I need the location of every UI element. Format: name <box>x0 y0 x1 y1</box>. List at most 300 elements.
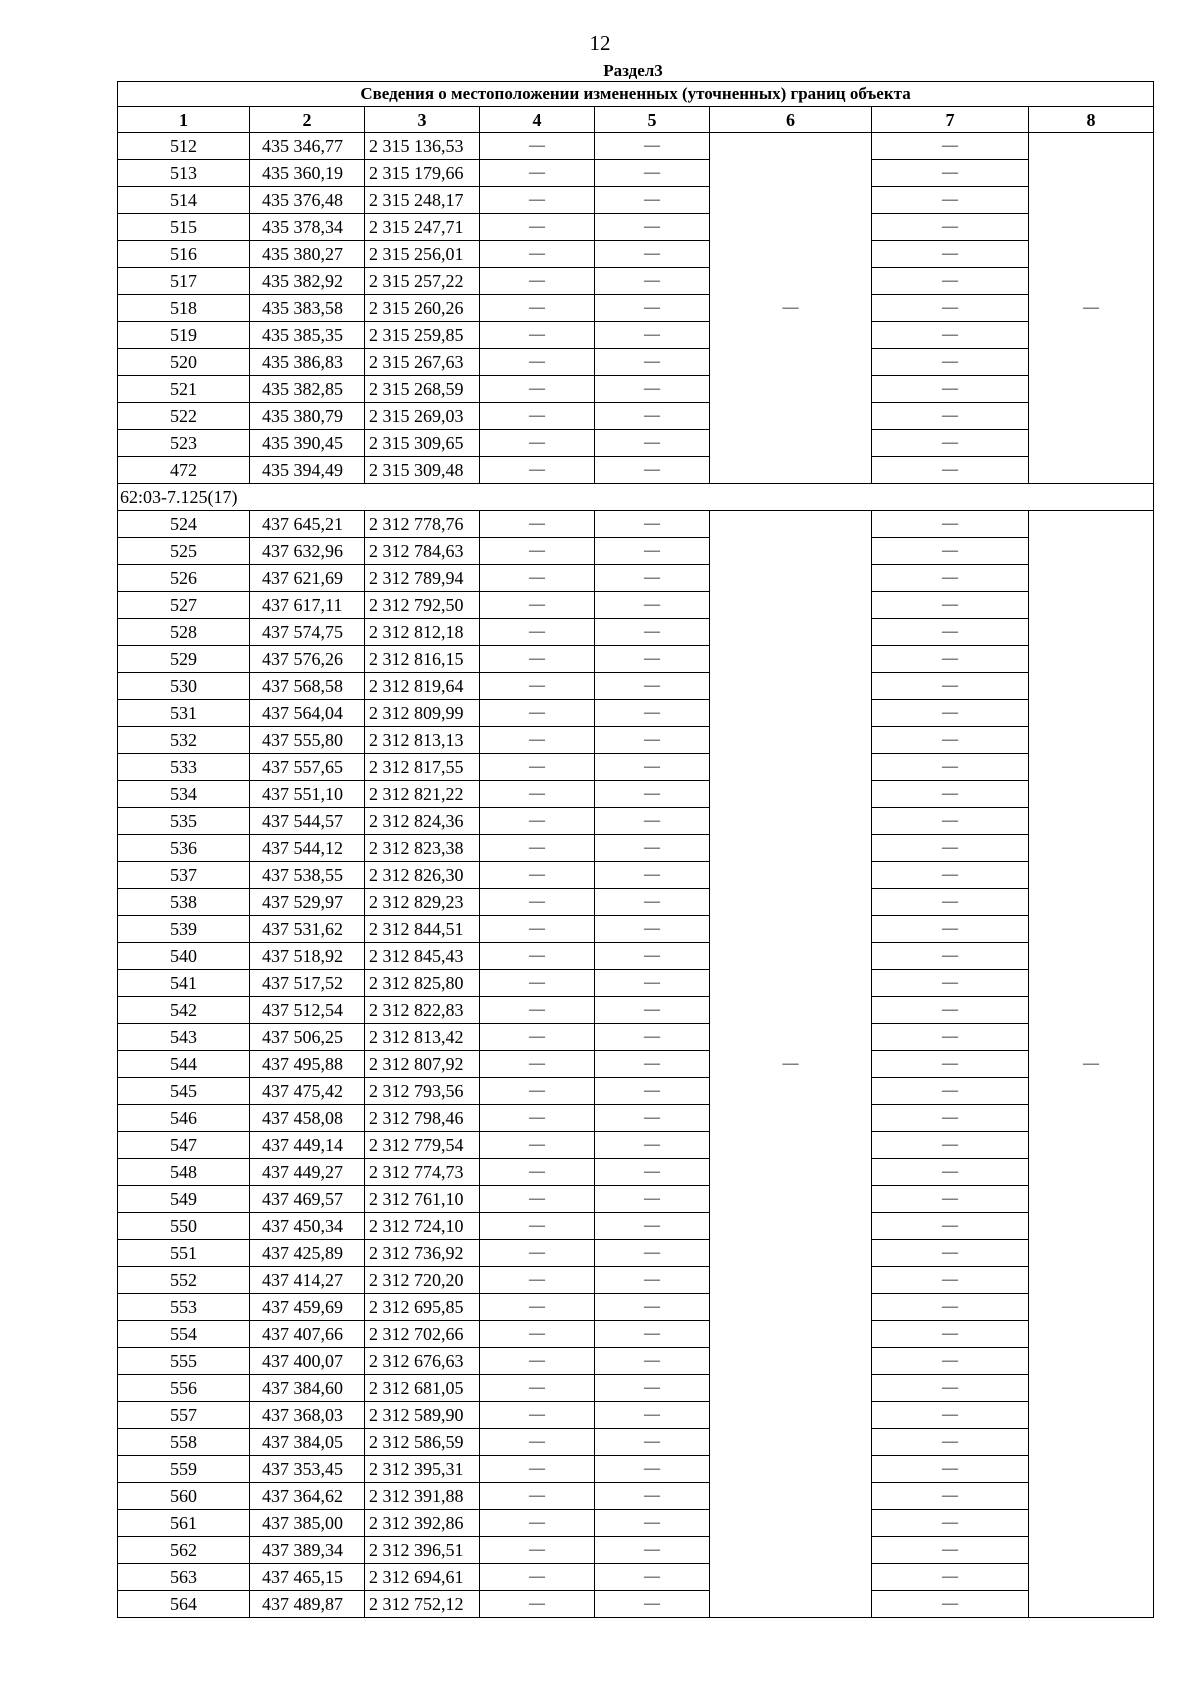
column-4-cell: — <box>480 889 595 916</box>
point-number-cell: 553 <box>118 1294 250 1321</box>
point-number-cell: 547 <box>118 1132 250 1159</box>
table-row <box>118 673 1154 700</box>
column-5-cell: — <box>595 1483 710 1510</box>
x-coordinate-cell: 437 407,66 <box>250 1321 365 1348</box>
point-number-cell: 530 <box>118 673 250 700</box>
column-5-cell: — <box>595 1429 710 1456</box>
column-5-cell: — <box>595 268 710 295</box>
y-coordinate-cell: 2 315 309,48 <box>365 457 480 484</box>
table-row <box>118 592 1154 619</box>
column-4-cell: — <box>480 1267 595 1294</box>
column-header: 7 <box>872 107 1029 133</box>
y-coordinate-cell: 2 312 823,38 <box>365 835 480 862</box>
column-7-cell: — <box>872 646 1029 673</box>
column-7-cell: — <box>872 214 1029 241</box>
table-row <box>118 322 1154 349</box>
column-5-cell: — <box>595 565 710 592</box>
column-4-cell: — <box>480 1051 595 1078</box>
x-coordinate-cell: 437 489,87 <box>250 1591 365 1618</box>
point-number-cell: 517 <box>118 268 250 295</box>
table-row <box>118 1294 1154 1321</box>
y-coordinate-cell: 2 312 752,12 <box>365 1591 480 1618</box>
table-row <box>118 727 1154 754</box>
column-4-cell: — <box>480 241 595 268</box>
table-row <box>118 214 1154 241</box>
column-5-cell: — <box>595 1456 710 1483</box>
column-7-cell: — <box>872 268 1029 295</box>
y-coordinate-cell: 2 312 736,92 <box>365 1240 480 1267</box>
y-coordinate-cell: 2 315 269,03 <box>365 403 480 430</box>
column-4-cell: — <box>480 268 595 295</box>
table-row <box>118 808 1154 835</box>
column-5-cell: — <box>595 619 710 646</box>
column-header: 4 <box>480 107 595 133</box>
column-7-cell: — <box>872 430 1029 457</box>
table-row <box>118 1429 1154 1456</box>
y-coordinate-cell: 2 312 793,56 <box>365 1078 480 1105</box>
point-number-cell: 528 <box>118 619 250 646</box>
x-coordinate-cell: 437 617,11 <box>250 592 365 619</box>
column-4-cell: — <box>480 1186 595 1213</box>
column-5-cell: — <box>595 511 710 538</box>
column-5-cell: — <box>595 916 710 943</box>
column-5-cell: — <box>595 1132 710 1159</box>
x-coordinate-cell: 435 380,27 <box>250 241 365 268</box>
column-5-cell: — <box>595 1348 710 1375</box>
column-7-cell: — <box>872 1186 1029 1213</box>
point-number-cell: 556 <box>118 1375 250 1402</box>
y-coordinate-cell: 2 312 586,59 <box>365 1429 480 1456</box>
point-number-cell: 546 <box>118 1105 250 1132</box>
table-row <box>118 1321 1154 1348</box>
column-header: 5 <box>595 107 710 133</box>
column-5-cell: — <box>595 781 710 808</box>
column-4-cell: — <box>480 619 595 646</box>
x-coordinate-cell: 437 538,55 <box>250 862 365 889</box>
column-7-cell: — <box>872 997 1029 1024</box>
column-7-cell: — <box>872 808 1029 835</box>
table-row <box>118 646 1154 673</box>
point-number-cell: 533 <box>118 754 250 781</box>
x-coordinate-cell: 437 632,96 <box>250 538 365 565</box>
column-4-cell: — <box>480 565 595 592</box>
table-row <box>118 241 1154 268</box>
column-7-cell: — <box>872 1240 1029 1267</box>
y-coordinate-cell: 2 312 813,42 <box>365 1024 480 1051</box>
point-number-cell: 540 <box>118 943 250 970</box>
x-coordinate-cell: 435 383,58 <box>250 295 365 322</box>
y-coordinate-cell: 2 312 694,61 <box>365 1564 480 1591</box>
table-caption-row <box>118 82 1154 107</box>
column-5-cell: — <box>595 1078 710 1105</box>
table-row <box>118 889 1154 916</box>
y-coordinate-cell: 2 315 257,22 <box>365 268 480 295</box>
point-number-cell: 518 <box>118 295 250 322</box>
point-number-cell: 559 <box>118 1456 250 1483</box>
table-row <box>118 781 1154 808</box>
x-coordinate-cell: 435 360,19 <box>250 160 365 187</box>
x-coordinate-cell: 437 574,75 <box>250 619 365 646</box>
table-row <box>118 1132 1154 1159</box>
column-5-cell: — <box>595 187 710 214</box>
x-coordinate-cell: 437 364,62 <box>250 1483 365 1510</box>
point-number-cell: 472 <box>118 457 250 484</box>
column-5-cell: — <box>595 754 710 781</box>
coordinates-table <box>117 81 1154 1618</box>
column-4-cell: — <box>480 322 595 349</box>
column-5-cell: — <box>595 457 710 484</box>
column-5-cell: — <box>595 322 710 349</box>
point-number-cell: 541 <box>118 970 250 997</box>
column-5-cell: — <box>595 538 710 565</box>
column-5-cell: — <box>595 1537 710 1564</box>
table-row <box>118 1105 1154 1132</box>
x-coordinate-cell: 437 557,65 <box>250 754 365 781</box>
y-coordinate-cell: 2 312 807,92 <box>365 1051 480 1078</box>
column-7-cell: — <box>872 1564 1029 1591</box>
column-7-cell: — <box>872 862 1029 889</box>
point-number-cell: 525 <box>118 538 250 565</box>
column-4-cell: — <box>480 943 595 970</box>
table-row <box>118 1564 1154 1591</box>
column-4-cell: — <box>480 1294 595 1321</box>
y-coordinate-cell: 2 312 396,51 <box>365 1537 480 1564</box>
point-number-cell: 515 <box>118 214 250 241</box>
point-number-cell: 519 <box>118 322 250 349</box>
column-7-cell: — <box>872 1591 1029 1618</box>
y-coordinate-cell: 2 312 789,94 <box>365 565 480 592</box>
column-7-cell: — <box>872 1213 1029 1240</box>
table-row <box>118 1267 1154 1294</box>
column-5-cell: — <box>595 943 710 970</box>
table-row <box>118 1537 1154 1564</box>
column-7-cell: — <box>872 1159 1029 1186</box>
x-coordinate-cell: 437 544,57 <box>250 808 365 835</box>
column-7-cell: — <box>872 457 1029 484</box>
x-coordinate-cell: 435 386,83 <box>250 349 365 376</box>
column-5-cell: — <box>595 1402 710 1429</box>
y-coordinate-cell: 2 315 256,01 <box>365 241 480 268</box>
column-4-cell: — <box>480 970 595 997</box>
table-row <box>118 511 1154 538</box>
column-7-cell: — <box>872 592 1029 619</box>
table-row <box>118 457 1154 484</box>
x-coordinate-cell: 437 385,00 <box>250 1510 365 1537</box>
table-row <box>118 160 1154 187</box>
point-number-cell: 537 <box>118 862 250 889</box>
point-number-cell: 557 <box>118 1402 250 1429</box>
x-coordinate-cell: 437 400,07 <box>250 1348 365 1375</box>
column-7-cell: — <box>872 1132 1029 1159</box>
table-row <box>118 1186 1154 1213</box>
point-number-cell: 550 <box>118 1213 250 1240</box>
column-4-cell: — <box>480 1240 595 1267</box>
column-4-cell: — <box>480 160 595 187</box>
column-5-cell: — <box>595 376 710 403</box>
point-number-cell: 516 <box>118 241 250 268</box>
y-coordinate-cell: 2 315 179,66 <box>365 160 480 187</box>
y-coordinate-cell: 2 312 784,63 <box>365 538 480 565</box>
column-7-cell: — <box>872 1537 1029 1564</box>
table-row <box>118 1078 1154 1105</box>
y-coordinate-cell: 2 312 392,86 <box>365 1510 480 1537</box>
table-row <box>118 997 1154 1024</box>
column-5-cell: — <box>595 403 710 430</box>
column-4-cell: — <box>480 646 595 673</box>
column-4-cell: — <box>480 700 595 727</box>
x-coordinate-cell: 437 555,80 <box>250 727 365 754</box>
column-5-cell: — <box>595 835 710 862</box>
x-coordinate-cell: 435 346,77 <box>250 133 365 160</box>
column-7-cell: — <box>872 943 1029 970</box>
table-row <box>118 1456 1154 1483</box>
column-5-cell: — <box>595 214 710 241</box>
column-7-cell: — <box>872 187 1029 214</box>
point-number-cell: 551 <box>118 1240 250 1267</box>
column-7-cell: — <box>872 376 1029 403</box>
column-6-merged-cell: — <box>710 511 872 1618</box>
x-coordinate-cell: 437 518,92 <box>250 943 365 970</box>
column-7-cell: — <box>872 619 1029 646</box>
y-coordinate-cell: 2 312 395,31 <box>365 1456 480 1483</box>
column-5-cell: — <box>595 160 710 187</box>
point-number-cell: 561 <box>118 1510 250 1537</box>
column-5-cell: — <box>595 592 710 619</box>
column-4-cell: — <box>480 187 595 214</box>
column-4-cell: — <box>480 727 595 754</box>
column-7-cell: — <box>872 1105 1029 1132</box>
table-row <box>118 619 1154 646</box>
x-coordinate-cell: 437 564,04 <box>250 700 365 727</box>
table-row <box>118 430 1154 457</box>
point-number-cell: 529 <box>118 646 250 673</box>
column-5-cell: — <box>595 430 710 457</box>
column-5-cell: — <box>595 862 710 889</box>
column-4-cell: — <box>480 1024 595 1051</box>
y-coordinate-cell: 2 312 702,66 <box>365 1321 480 1348</box>
column-7-cell: — <box>872 160 1029 187</box>
table-row <box>118 1591 1154 1618</box>
column-7-cell: — <box>872 295 1029 322</box>
column-5-cell: — <box>595 1240 710 1267</box>
column-7-cell: — <box>872 781 1029 808</box>
y-coordinate-cell: 2 312 824,36 <box>365 808 480 835</box>
column-4-cell: — <box>480 214 595 241</box>
column-7-cell: — <box>872 1456 1029 1483</box>
column-7-cell: — <box>872 727 1029 754</box>
table-row <box>118 538 1154 565</box>
point-number-cell: 548 <box>118 1159 250 1186</box>
y-coordinate-cell: 2 312 589,90 <box>365 1402 480 1429</box>
table-row <box>118 268 1154 295</box>
x-coordinate-cell: 435 394,49 <box>250 457 365 484</box>
point-number-cell: 563 <box>118 1564 250 1591</box>
column-7-cell: — <box>872 511 1029 538</box>
y-coordinate-cell: 2 312 812,18 <box>365 619 480 646</box>
point-number-cell: 558 <box>118 1429 250 1456</box>
y-coordinate-cell: 2 312 681,05 <box>365 1375 480 1402</box>
column-5-cell: — <box>595 133 710 160</box>
x-coordinate-cell: 437 425,89 <box>250 1240 365 1267</box>
column-4-cell: — <box>480 835 595 862</box>
table-row <box>118 403 1154 430</box>
point-number-cell: 564 <box>118 1591 250 1618</box>
column-header: 3 <box>365 107 480 133</box>
table-row <box>118 133 1154 160</box>
column-7-cell: — <box>872 1402 1029 1429</box>
x-coordinate-cell: 435 390,45 <box>250 430 365 457</box>
point-number-cell: 535 <box>118 808 250 835</box>
column-5-cell: — <box>595 349 710 376</box>
point-number-cell: 539 <box>118 916 250 943</box>
column-4-cell: — <box>480 1132 595 1159</box>
table-row <box>118 1510 1154 1537</box>
table-row <box>118 187 1154 214</box>
x-coordinate-cell: 435 382,92 <box>250 268 365 295</box>
y-coordinate-cell: 2 312 816,15 <box>365 646 480 673</box>
page-number: 12 <box>589 31 611 55</box>
table-row <box>118 1024 1154 1051</box>
y-coordinate-cell: 2 312 809,99 <box>365 700 480 727</box>
point-number-cell: 543 <box>118 1024 250 1051</box>
column-5-cell: — <box>595 1213 710 1240</box>
column-4-cell: — <box>480 1348 595 1375</box>
column-5-cell: — <box>595 646 710 673</box>
column-7-cell: — <box>872 1267 1029 1294</box>
y-coordinate-cell: 2 312 761,10 <box>365 1186 480 1213</box>
column-5-cell: — <box>595 1267 710 1294</box>
column-4-cell: — <box>480 538 595 565</box>
x-coordinate-cell: 437 368,03 <box>250 1402 365 1429</box>
y-coordinate-cell: 2 315 309,65 <box>365 430 480 457</box>
x-coordinate-cell: 437 475,42 <box>250 1078 365 1105</box>
x-coordinate-cell: 435 376,48 <box>250 187 365 214</box>
column-4-cell: — <box>480 376 595 403</box>
column-6-merged-cell: — <box>710 133 872 484</box>
table-row <box>118 700 1154 727</box>
point-number-cell: 513 <box>118 160 250 187</box>
column-5-cell: — <box>595 295 710 322</box>
point-number-cell: 532 <box>118 727 250 754</box>
column-7-cell: — <box>872 1024 1029 1051</box>
x-coordinate-cell: 437 621,69 <box>250 565 365 592</box>
x-coordinate-cell: 437 645,21 <box>250 511 365 538</box>
column-5-cell: — <box>595 1321 710 1348</box>
column-4-cell: — <box>480 862 595 889</box>
x-coordinate-cell: 437 449,14 <box>250 1132 365 1159</box>
point-number-cell: 521 <box>118 376 250 403</box>
x-coordinate-cell: 437 544,12 <box>250 835 365 862</box>
y-coordinate-cell: 2 312 822,83 <box>365 997 480 1024</box>
table-row <box>118 1483 1154 1510</box>
column-4-cell: — <box>480 1591 595 1618</box>
column-7-cell: — <box>872 1294 1029 1321</box>
y-coordinate-cell: 2 312 720,20 <box>365 1267 480 1294</box>
column-5-cell: — <box>595 673 710 700</box>
x-coordinate-cell: 435 385,35 <box>250 322 365 349</box>
column-4-cell: — <box>480 430 595 457</box>
point-number-cell: 526 <box>118 565 250 592</box>
y-coordinate-cell: 2 312 695,85 <box>365 1294 480 1321</box>
point-number-cell: 545 <box>118 1078 250 1105</box>
column-5-cell: — <box>595 1510 710 1537</box>
point-number-cell: 514 <box>118 187 250 214</box>
table-row <box>118 1213 1154 1240</box>
table-row <box>118 1402 1154 1429</box>
column-4-cell: — <box>480 1483 595 1510</box>
column-7-cell: — <box>872 1078 1029 1105</box>
column-7-cell: — <box>872 1375 1029 1402</box>
y-coordinate-cell: 2 312 826,30 <box>365 862 480 889</box>
column-7-cell: — <box>872 1429 1029 1456</box>
column-4-cell: — <box>480 295 595 322</box>
x-coordinate-cell: 437 568,58 <box>250 673 365 700</box>
column-7-cell: — <box>872 970 1029 997</box>
x-coordinate-cell: 437 384,60 <box>250 1375 365 1402</box>
point-number-cell: 538 <box>118 889 250 916</box>
table-row <box>118 916 1154 943</box>
column-8-merged-cell: — <box>1029 511 1154 1618</box>
y-coordinate-cell: 2 312 817,55 <box>365 754 480 781</box>
table-row <box>118 376 1154 403</box>
x-coordinate-cell: 437 506,25 <box>250 1024 365 1051</box>
column-7-cell: — <box>872 916 1029 943</box>
column-5-cell: — <box>595 1186 710 1213</box>
column-5-cell: — <box>595 997 710 1024</box>
column-7-cell: — <box>872 322 1029 349</box>
column-5-cell: — <box>595 700 710 727</box>
y-coordinate-cell: 2 315 268,59 <box>365 376 480 403</box>
column-5-cell: — <box>595 1375 710 1402</box>
column-header: 8 <box>1029 107 1154 133</box>
column-8-merged-cell: — <box>1029 133 1154 484</box>
table-row <box>118 1159 1154 1186</box>
y-coordinate-cell: 2 315 259,85 <box>365 322 480 349</box>
table-row <box>118 1348 1154 1375</box>
y-coordinate-cell: 2 312 798,46 <box>365 1105 480 1132</box>
column-4-cell: — <box>480 457 595 484</box>
group-header-row <box>118 484 1154 511</box>
table-caption: Сведения о местоположении измененных (уточненных) границ объекта <box>118 82 1154 107</box>
x-coordinate-cell: 437 449,27 <box>250 1159 365 1186</box>
point-number-cell: 524 <box>118 511 250 538</box>
section-title: Раздел3 <box>603 61 663 80</box>
column-7-cell: — <box>872 403 1029 430</box>
column-7-cell: — <box>872 700 1029 727</box>
y-coordinate-cell: 2 312 845,43 <box>365 943 480 970</box>
point-number-cell: 544 <box>118 1051 250 1078</box>
column-4-cell: — <box>480 1456 595 1483</box>
column-4-cell: — <box>480 673 595 700</box>
table-row <box>118 970 1154 997</box>
column-5-cell: — <box>595 1105 710 1132</box>
point-number-cell: 560 <box>118 1483 250 1510</box>
x-coordinate-cell: 437 512,54 <box>250 997 365 1024</box>
column-7-cell: — <box>872 1483 1029 1510</box>
column-7-cell: — <box>872 133 1029 160</box>
column-4-cell: — <box>480 1429 595 1456</box>
column-5-cell: — <box>595 808 710 835</box>
x-coordinate-cell: 437 384,05 <box>250 1429 365 1456</box>
column-4-cell: — <box>480 808 595 835</box>
x-coordinate-cell: 437 353,45 <box>250 1456 365 1483</box>
column-7-cell: — <box>872 835 1029 862</box>
x-coordinate-cell: 437 465,15 <box>250 1564 365 1591</box>
x-coordinate-cell: 437 495,88 <box>250 1051 365 1078</box>
x-coordinate-cell: 437 551,10 <box>250 781 365 808</box>
y-coordinate-cell: 2 312 844,51 <box>365 916 480 943</box>
point-number-cell: 549 <box>118 1186 250 1213</box>
